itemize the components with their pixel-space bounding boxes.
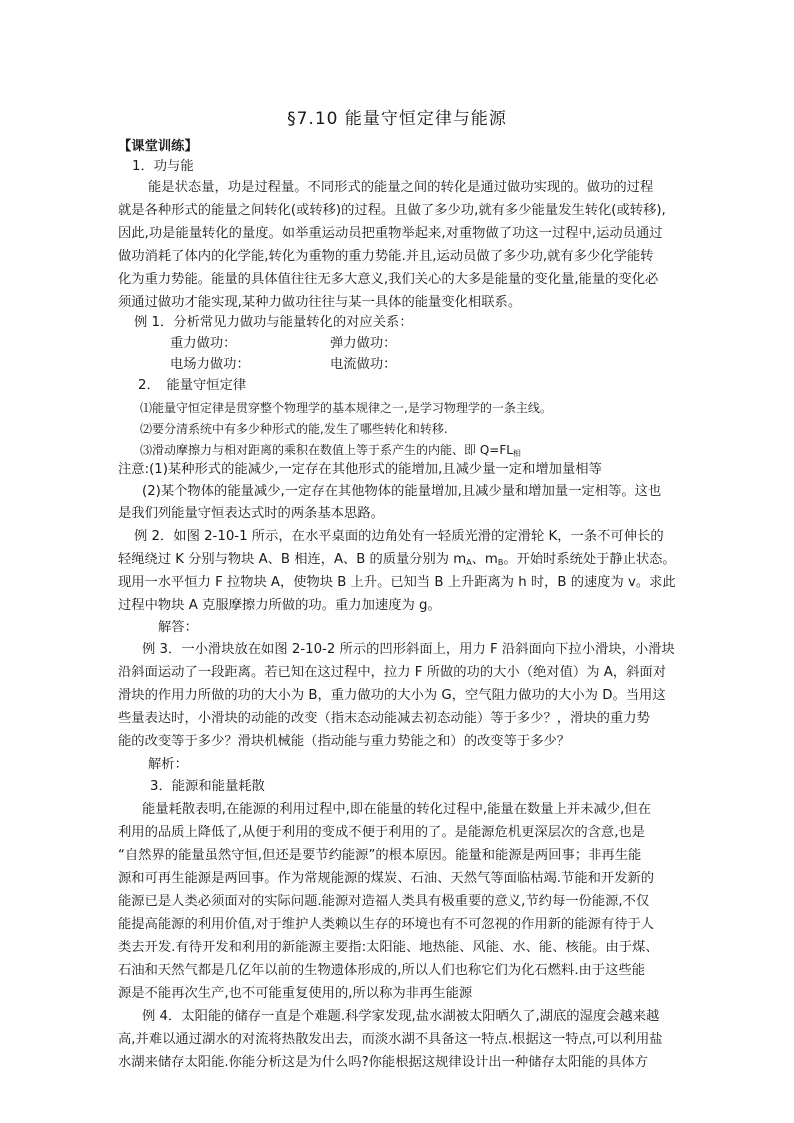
example-4-line: 水湖来储存太阳能.你能分析这是为什么吗?你能根据这规律设计出一种储存太阳能的具体方: [118, 1055, 648, 1070]
example-2: 例 2．如图 2-10-1 所示，在水平桌面的边角处有一轻质光滑的定滑轮 K，一条不可伸长的: [134, 529, 664, 544]
example-2-line: 现用一水平恒力 F 拉物块 A，使物块 B 上升。已知当 B 上升距离为 h 时，B 的速度为 v。求此: [118, 575, 676, 590]
example-2-line: 过程中物块 A 克服摩擦力所做的功。重力加速度为 g。: [118, 598, 441, 613]
paragraph-line: 源是不能再次生产,也不可能重复使用的,所以称为非再生能源: [118, 986, 473, 1001]
paragraph-line: 能提高能源的利用价值,对于维护人类赖以生存的环境也有不可忽视的作用新的能源有待于人: [118, 917, 655, 932]
paragraph-line: “自然界的能量虽然守恒,但还是要节约能源”的根本原因。能量和能源是两回事；非再生能: [118, 848, 642, 863]
note-1: 注意:(1)某种形式的能减少,一定存在其他形式的能增加,且减少量一定和增加量相等: [118, 462, 602, 477]
example-3-line: 些量表达时，小滑块的动能的改变（指末态动能减去初态动能）等于多少？，滑块的重力势: [118, 711, 650, 726]
paragraph-line: 须通过做功才能实现,某种力做功往往与某一具体的能量变化相联系。: [118, 295, 522, 310]
paragraph-line: 源和可再生能源是两回事。作为常规能源的煤炭、石油、天然气等面临枯竭.节能和开发新的: [118, 871, 655, 886]
paragraph-line: 石油和天然气都是几亿年以前的生物遗体形成的,所以人们也称它们为化石燃料.由于这些能: [118, 963, 646, 978]
heading-energy-conservation: 2． 能量守恒定律: [138, 378, 247, 393]
example-4: 例 4．太阳能的储存一直是个难题.科学家发现,盐水湖被太阳晒久了,湖底的湿度会越来越: [142, 1009, 660, 1024]
note-2-cont: 是我们列能量守恒表达式时的两条基本思路。: [118, 506, 384, 521]
example-1-current: 电流做功：: [330, 357, 397, 372]
analysis-label: 解析：: [148, 757, 188, 772]
example-4-line: 高,并难以通过湖水的对流将热散发出去，而淡水湖不具备这一特点.根据这一特点,可以利用盐: [118, 1032, 663, 1047]
example-1-gravity: 重力做功：: [170, 336, 237, 351]
paragraph-line: 化为重力势能。能量的具体值往往无多大意义,我们关心的大多是能量的变化量,能量的变化必: [118, 272, 659, 287]
example-1: 例 1．分析常见力做功与能量转化的对应关系：: [134, 315, 413, 330]
heading-work-and-energy: 1．功与能: [132, 159, 194, 174]
heading-energy-sources: 3．能源和能量耗散: [150, 779, 265, 794]
example-3-line: 沿斜面运动了一段距离。若已知在这过程中，拉力 F 所做的功的大小（绝对值）为 A，斜面对: [118, 665, 667, 680]
paragraph-line: 类去开发.有待开发和利用的新能源主要指:太阳能、地热能、风能、水、能、核能。由于煤、: [118, 940, 659, 955]
note-2: (2)某个物体的能量减少,一定存在其他物体的能量增加,且减少量和增加量一定相等。这也: [142, 484, 662, 499]
paragraph-line: 做功消耗了体内的化学能,转化为重物的重力势能.并且,运动员做了多少功,就有多少化学能转: [118, 249, 654, 264]
conservation-point-2: ⑵要分清系统中有多少种形式的能,发生了哪些转化和转移.: [140, 422, 448, 436]
page-title: §7.10 能量守恒定律与能源: [287, 109, 507, 129]
example-1-electric: 电场力做功：: [170, 357, 250, 372]
paragraph-line: 因此,功是能量转化的量度。如举重运动员把重物举起来,对重物做了功这一过程中,运动员通过: [118, 226, 663, 241]
conservation-point-1: ⑴能量守恒定律是贯穿整个物理学的基本规律之一,是学习物理学的一条主线。: [140, 401, 552, 415]
paragraph-line: 就是各种形式的能量之间转化(或转移)的过程。且做了多少功,就有多少能量发生转化(或转移),: [118, 203, 666, 218]
paragraph-line: 利用的品质上降低了,从便于利用的变成不便于利用的了。是能源危机更深层次的含意,也是: [118, 825, 646, 840]
paragraph-line: 能源已是人类必须面对的实际问题.能源对造福人类具有极重要的意义,节约每一份能源,不仅: [118, 894, 650, 909]
paragraph-line: 能量耗散表明,在能源的利用过程中,即在能量的转化过程中,能量在数量上并未减少,但在: [142, 802, 651, 817]
example-1-elastic: 弹力做功：: [330, 336, 397, 351]
example-3: 例 3．一小滑块放在如图 2-10-2 所示的凹形斜面上，用力 F 沿斜面向下拉小滑块，小滑块: [142, 642, 675, 657]
answer-label: 解答：: [158, 620, 198, 635]
conservation-point-3: ⑶滑动摩擦力与相对距离的乘积在数值上等于系产生的内能、即 $Q=FL_相$: [140, 443, 521, 458]
example-2-line: 轻绳绕过 K 分别与物块 A、B 相连，A、B 的质量分别为 $m_A$、$m_B$。开始时系统处于静止状态。: [118, 552, 676, 567]
example-3-line: 能的改变等于多少？滑块机械能（指动能与重力势能之和）的改变等于多少？: [118, 734, 571, 749]
example-3-line: 滑块的作用力所做的功的大小为 B，重力做功的大小为 G，空气阻力做功的大小为 D。当用这: [118, 688, 666, 703]
section-label: 【课堂训练】: [118, 139, 198, 154]
paragraph-line: 能是状态量，功是过程量。不同形式的能量之间的转化是通过做功实现的。做功的过程: [148, 180, 654, 195]
